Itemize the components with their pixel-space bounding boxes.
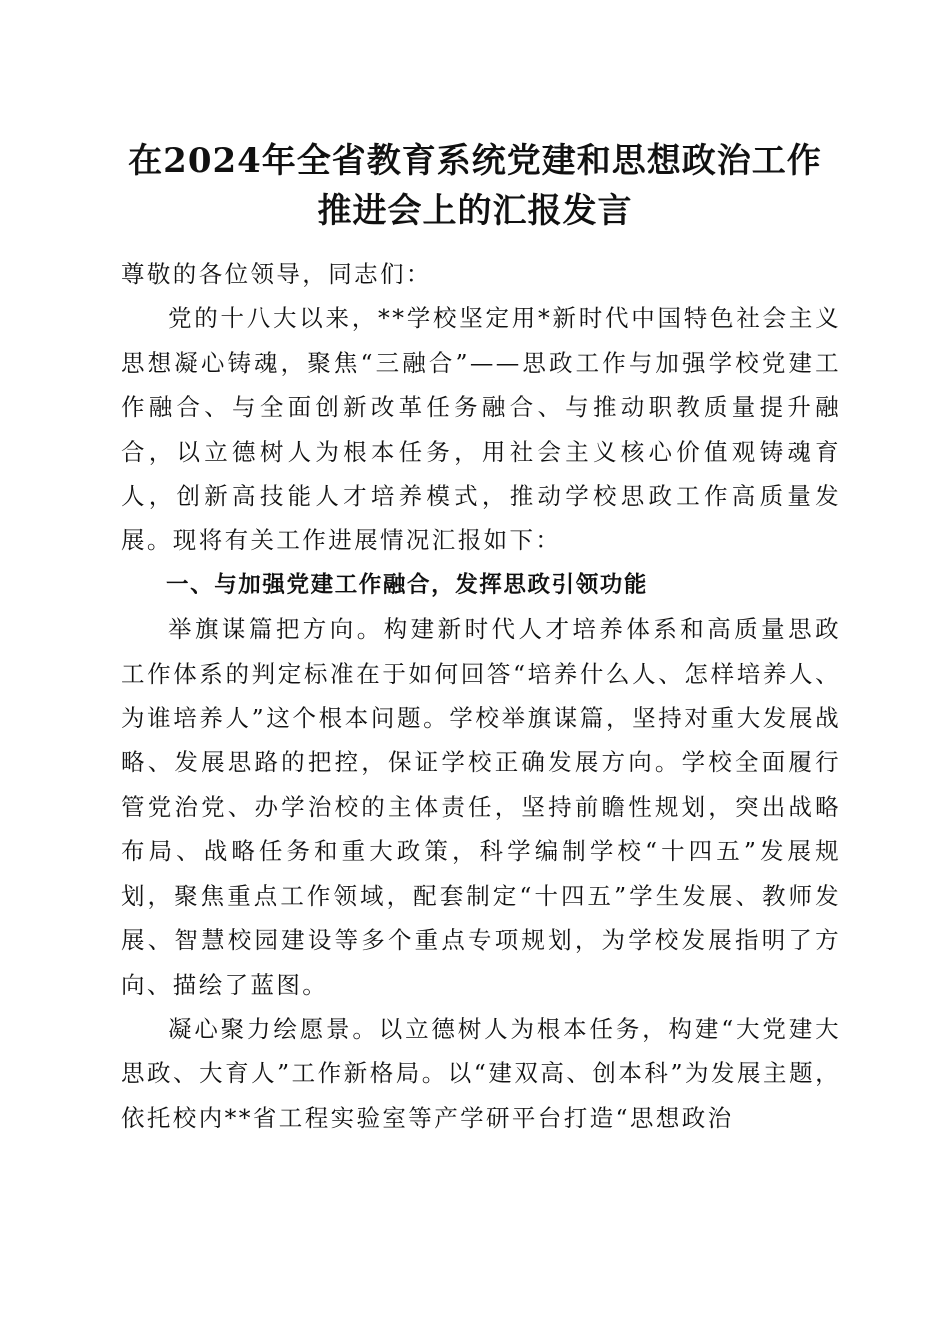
section-heading: 一、与加强党建工作融合，发挥思政引领功能 (166, 571, 649, 598)
paragraph-direction: 举旗谋篇把方向。构建新时代人才培养体系和高质量思政工作体系的判定标准在于如何回答“培养什么人、怎样培养人、为谁培养人”这个根本问题。学校举旗谋篇，坚持对重大发展战略、发展思路的把控，保证学校正确发展方向。学校全面履行管党治党、办学治校的主体责任，坚持前瞻性规划，突出战略布局、战略任务和重大政策，科学编制学校“十四五”发展规划，聚焦重点工作领域，配套制定“十四五”学生发展、教师发展、智慧校园建设等多个重点专项规划，为学校发展指明了方向、描绘了蓝图。 (121, 615, 841, 999)
title-line-2: 推进会上的汇报发言 (317, 191, 633, 231)
title-line-1: 在2024年全省教育系统党建和思想政治工作 (128, 141, 822, 181)
paragraph-intro: 党的十八大以来，**学校坚定用*新时代中国特色社会主义思想凝心铸魂，聚焦“三融合”——思政工作与加强学校党建工作融合、与全面创新改革任务融合、与推动职教质量提升融合，以立德树人为根本任务，用社会主义核心价值观铸魂育人，创新高技能人才培养模式，推动学校思政工作高质量发展。现将有关工作进展情况汇报如下： (121, 304, 841, 555)
document-body (121, 252, 841, 1140)
salutation: 尊敬的各位领导，同志们： (121, 260, 432, 288)
paragraph-vision: 凝心聚力绘愿景。以立德树人为根本任务，构建“大党建大思政、大育人”工作新格局。以“建双高、创本科”为发展主题，依托校内**省工程实验室等产学研平台打造“思想政治 (121, 1014, 841, 1132)
document-title (100, 136, 850, 236)
